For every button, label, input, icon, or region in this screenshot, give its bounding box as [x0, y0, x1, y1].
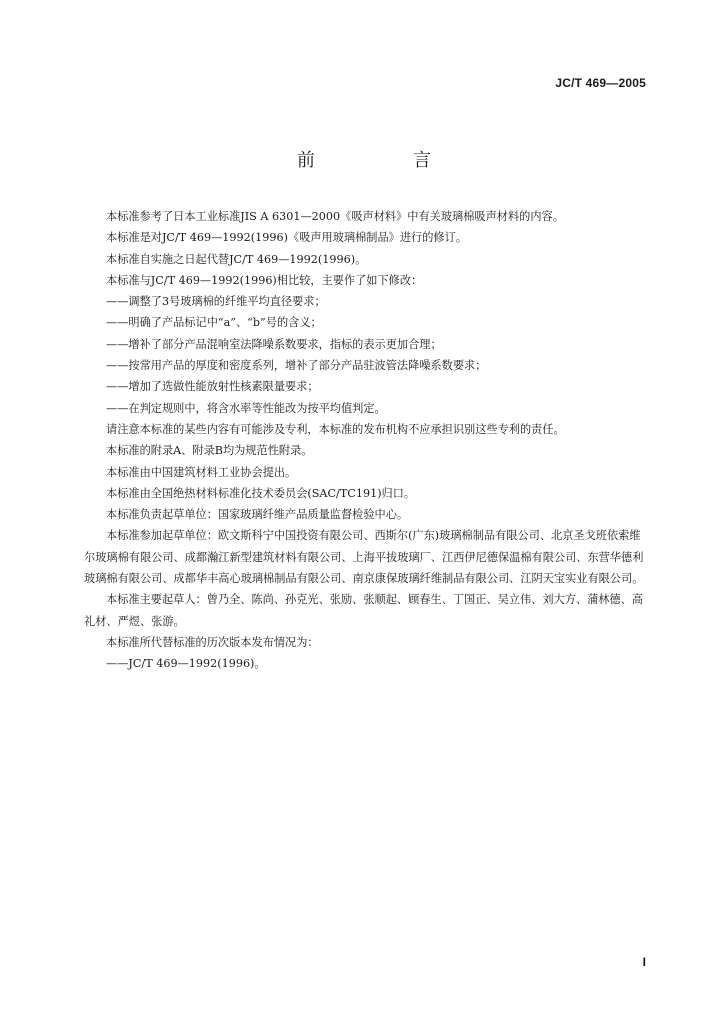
paragraph: 本标准参加起草单位：欧文斯科宁中国投资有限公司、西斯尔(广东)玻璃棉制品有限公司、北京圣戈班依索维尔玻璃棉有限公司、成都瀚江新型建筑材料有限公司、上海平拔玻璃厂、江西伊尼德保温棉有限公司、东营华德利玻璃棉有限公司、成都华丰高心玻璃棉制品有限公司、南京康保玻璃纤维制品有限公司、江阴天宝实业有限公司。	[84, 529, 644, 586]
foreword-body	[84, 206, 650, 675]
list-item: ——按常用产品的厚度和密度系列，增补了部分产品驻波管法降噪系数要求；	[106, 359, 487, 373]
page-title: 前 言	[297, 150, 471, 171]
paragraph: 本标准参考了日本工业标准JIS A 6301—2000《吸声材料》中有关玻璃棉吸声材料的内容。	[106, 210, 564, 223]
list-item: ——增补了部分产品混响室法降噪系数要求，指标的表示更加合理；	[106, 337, 442, 351]
list-item: ——调整了3号玻璃棉的纤维平均直径要求；	[106, 295, 326, 309]
paragraph: 本标准由全国绝热材料标准化技术委员会(SAC/TC191)归口。	[106, 486, 416, 500]
list-item: ——在判定规则中，将含水率等性能改为按平均值判定。	[106, 401, 386, 415]
list-item: ——增加了选做性能放射性核素限量要求；	[106, 380, 319, 394]
paragraph: 本标准主要起草人：曾乃全、陈尚、孙克光、张励、张顺起、顾春生、丁国正、吴立伟、刘大方、蒲林德、高礼材、严煜、张游。	[84, 593, 644, 628]
paragraph: 本标准是对JC/T 469—1992(1996)《吸声用玻璃棉制品》进行的修订。	[106, 231, 467, 245]
paragraph: 本标准的附录A、附录B均为规范性附录。	[106, 444, 313, 458]
paragraph: 本标准由中国建筑材料工业协会提出。	[106, 465, 297, 479]
paragraph: 请注意本标准的某些内容有可能涉及专利，本标准的发布机构不应承担识别这些专利的责任。	[106, 422, 565, 436]
paragraph: 本标准与JC/T 469—1992(1996)相比较，主要作了如下修改：	[106, 273, 423, 287]
page-number: I	[642, 955, 646, 969]
list-item: ——明确了产品标记中“a”、“b”号的含义；	[106, 316, 322, 330]
paragraph: 本标准自实施之日起代替JC/T 469—1992(1996)。	[106, 252, 367, 266]
standard-code: JC/T 469—2005	[555, 76, 646, 90]
paragraph: 本标准负责起草单位：国家玻璃纤维产品质量监督检验中心。	[106, 508, 409, 522]
list-item: ——JC/T 469—1992(1996)。	[106, 657, 266, 671]
paragraph: 本标准所代替标准的历次版本发布情况为：	[106, 635, 319, 649]
